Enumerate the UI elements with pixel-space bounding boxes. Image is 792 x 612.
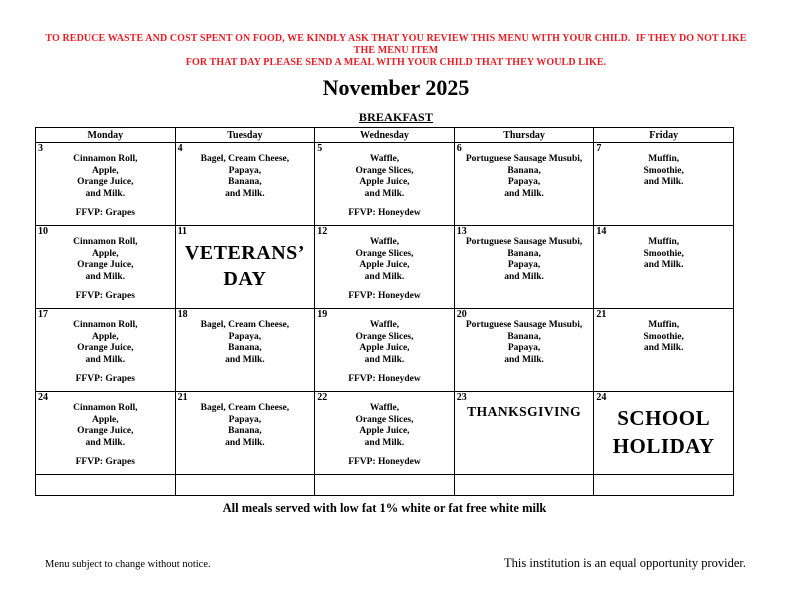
calendar-day-cell — [454, 143, 594, 226]
menu-item-line: Orange Slices, — [355, 414, 414, 425]
menu-items — [315, 154, 454, 200]
menu-item-line: Smoothie, — [643, 165, 684, 176]
ffvp-note: FFVP: Honeydew — [348, 208, 421, 218]
menu-items — [36, 403, 175, 449]
menu-item-line: Orange Juice, — [77, 343, 134, 353]
menu-items — [176, 154, 315, 200]
day-number: 18 — [177, 309, 188, 320]
menu-item-line: Muffin, — [648, 320, 680, 330]
calendar-day-cell — [175, 226, 315, 309]
menu-item-line: Muffin, — [648, 237, 680, 247]
change-notice: Menu subject to change without notice. — [45, 559, 211, 570]
menu-item-line: Orange Juice, — [77, 426, 134, 436]
holiday-label — [594, 404, 733, 460]
menu-item-line: Papaya, — [507, 260, 541, 270]
menu-item-line: and Milk. — [225, 437, 265, 448]
menu-item-line: Apple, — [91, 331, 119, 342]
calendar-week-row — [36, 226, 734, 309]
day-header-friday: Friday — [594, 128, 734, 143]
menu-item-line: Banana, — [228, 343, 262, 353]
holiday-label-line: VETERANS’ — [184, 242, 305, 264]
menu-item-line: and Milk. — [85, 271, 126, 282]
day-number: 21 — [596, 309, 607, 320]
day-number: 17 — [38, 309, 48, 320]
calendar-week-row — [36, 309, 734, 392]
menu-item-line: and Milk. — [364, 354, 405, 365]
calendar-day-cell — [36, 143, 176, 226]
calendar-day-cell — [315, 226, 455, 309]
empty-cell — [36, 475, 176, 496]
month-title: November 2025 — [322, 75, 470, 100]
day-number: 13 — [456, 226, 467, 237]
menu-item-line: Apple, — [91, 165, 119, 176]
menu-item-line: Waffle, — [369, 154, 400, 164]
empty-cell — [454, 475, 594, 496]
menu-item-line: Banana, — [507, 165, 541, 176]
calendar-table — [35, 127, 734, 496]
calendar-day-cell — [175, 309, 315, 392]
menu-items — [315, 403, 454, 449]
menu-item-line: Papaya, — [507, 177, 541, 187]
menu-item-line: Portuguese Sausage Musubi, — [465, 237, 583, 247]
menu-items — [36, 154, 175, 200]
menu-items — [176, 320, 315, 366]
menu-item-line: Portuguese Sausage Musubi, — [465, 154, 583, 164]
calendar-day-cell — [594, 392, 734, 475]
day-number: 24 — [596, 392, 607, 403]
menu-item-line: Apple Juice, — [359, 343, 410, 353]
ffvp-note: FFVP: Grapes — [75, 457, 135, 467]
calendar-day-cell — [315, 392, 455, 475]
calendar-day-cell — [594, 226, 734, 309]
day-number: 12 — [317, 226, 328, 237]
day-number: 6 — [456, 143, 462, 154]
menu-item-line: Apple Juice, — [359, 177, 410, 187]
menu-item-line: Banana, — [507, 248, 541, 259]
menu-item-line: Smoothie, — [643, 248, 684, 259]
menu-item-line: Cinnamon Roll, — [73, 320, 138, 330]
menu-item-line: Orange Slices, — [355, 165, 414, 176]
menu-items — [455, 320, 594, 366]
ffvp-note: FFVP: Honeydew — [348, 291, 421, 301]
menu-item-line: Banana, — [507, 331, 541, 342]
calendar-day-cell — [315, 309, 455, 392]
ffvp-note: FFVP: Honeydew — [348, 457, 421, 467]
menu-item-line: Papaya, — [507, 343, 541, 353]
holiday-label — [455, 404, 594, 419]
holiday-label-line: HOLIDAY — [612, 434, 715, 458]
day-number: 4 — [177, 143, 183, 154]
day-number: 10 — [38, 226, 48, 237]
menu-item-line: Papaya, — [228, 331, 262, 342]
calendar-day-cell — [36, 392, 176, 475]
menu-item-line: and Milk. — [504, 188, 544, 199]
day-header-wednesday: Wednesday — [315, 128, 455, 143]
menu-items — [594, 154, 733, 189]
calendar-day-cell — [36, 309, 176, 392]
menu-item-line: Papaya, — [228, 165, 262, 176]
day-number: 20 — [456, 309, 467, 320]
menu-item-line: Orange Juice, — [77, 260, 134, 270]
menu-item-line: and Milk. — [504, 354, 544, 365]
calendar-day-cell — [454, 226, 594, 309]
menu-items — [594, 320, 733, 355]
holiday-label — [176, 240, 315, 292]
menu-item-line: Apple, — [91, 248, 119, 259]
menu-item-line: Orange Slices, — [355, 248, 414, 259]
calendar-day-cell — [454, 309, 594, 392]
day-number: 14 — [596, 226, 607, 237]
calendar-day-cell — [175, 143, 315, 226]
day-number: 19 — [317, 309, 328, 320]
menu-item-line: Bagel, Cream Cheese, — [200, 403, 290, 413]
menu-item-line: Apple Juice, — [359, 260, 410, 270]
calendar-day-cell — [594, 143, 734, 226]
menu-item-line: Smoothie, — [643, 331, 684, 342]
meal-label: BREAKFAST — [358, 110, 434, 124]
menu-item-line: Orange Juice, — [77, 177, 134, 187]
menu-item-line: and Milk. — [364, 271, 405, 282]
calendar-week-row — [36, 392, 734, 475]
day-header-tuesday: Tuesday — [175, 128, 315, 143]
menu-item-line: and Milk. — [85, 188, 126, 199]
menu-items — [36, 320, 175, 366]
day-number: 3 — [38, 143, 43, 154]
menu-item-line: Orange Slices, — [355, 331, 414, 342]
holiday-label-line: THANKSGIVING — [467, 404, 582, 419]
menu-item-line: Apple Juice, — [359, 426, 410, 436]
empty-cell — [315, 475, 455, 496]
waste-notice — [34, 0, 758, 69]
menu-items — [315, 237, 454, 283]
empty-cell — [594, 475, 734, 496]
menu-item-line: and Milk. — [85, 354, 126, 365]
ffvp-note: FFVP: Grapes — [75, 291, 135, 301]
menu-item-line: Banana, — [228, 426, 262, 436]
menu-item-line: Bagel, Cream Cheese, — [200, 320, 290, 330]
menu-item-line: and Milk. — [643, 177, 684, 187]
ffvp-note: FFVP: Grapes — [75, 208, 135, 218]
calendar-week-row — [36, 143, 734, 226]
menu-item-line: Waffle, — [369, 320, 400, 330]
menu-item-line: and Milk. — [364, 188, 405, 199]
ffvp-note: FFVP: Honeydew — [348, 374, 421, 384]
equal-opportunity-notice: This institution is an equal opportunity provider. — [504, 556, 746, 570]
menu-item-line: and Milk. — [643, 343, 684, 353]
menu-item-line: and Milk. — [504, 271, 544, 282]
menu-item-line: Waffle, — [369, 237, 400, 247]
menu-item-line: and Milk. — [643, 260, 684, 270]
empty-cell — [175, 475, 315, 496]
waste-notice-line1: TO REDUCE WASTE AND COST SPENT ON FOOD, WE KINDLY ASK THAT YOU REVIEW THIS MENU WITH YOUR CHILD. IF THEY DO NOT LIKE THE MENU ITEM — [45, 33, 747, 56]
holiday-label-line: SCHOOL — [617, 406, 711, 430]
calendar-day-cell — [454, 392, 594, 475]
menu-item-line: and Milk. — [225, 188, 265, 199]
day-header-thursday: Thursday — [454, 128, 594, 143]
day-number: 5 — [317, 143, 323, 154]
milk-footnote: All meals served with low fat 1% white or fat free white milk — [222, 501, 547, 515]
menu-items — [594, 237, 733, 272]
calendar-day-cell — [594, 309, 734, 392]
menu-items — [315, 320, 454, 366]
menu-item-line: Banana, — [228, 177, 262, 187]
calendar-day-cell — [36, 226, 176, 309]
day-number: 23 — [456, 392, 467, 403]
menu-item-line: Waffle, — [369, 403, 400, 413]
menu-items — [176, 403, 315, 449]
day-number: 24 — [38, 392, 48, 403]
day-header-monday: Monday — [36, 128, 176, 143]
holiday-label-line: DAY — [223, 268, 267, 290]
menu-item-line: Apple, — [91, 414, 119, 425]
waste-notice-line2: FOR THAT DAY PLEASE SEND A MEAL WITH YOUR CHILD THAT THEY WOULD LIKE. — [185, 57, 607, 68]
menu-item-line: Cinnamon Roll, — [73, 237, 138, 247]
menu-item-line: and Milk. — [364, 437, 405, 448]
menu-items — [455, 237, 594, 283]
menu-item-line: Cinnamon Roll, — [73, 403, 138, 413]
day-header-row — [36, 128, 734, 143]
empty-row — [36, 475, 734, 496]
menu-item-line: Bagel, Cream Cheese, — [200, 154, 290, 164]
menu-item-line: Portuguese Sausage Musubi, — [465, 320, 583, 330]
day-number: 22 — [317, 392, 328, 403]
menu-item-line: and Milk. — [225, 354, 265, 365]
menu-item-line: Cinnamon Roll, — [73, 154, 138, 164]
menu-item-line: and Milk. — [85, 437, 126, 448]
day-number: 7 — [596, 143, 602, 154]
page-footer — [45, 556, 746, 571]
menu-item-line: Papaya, — [228, 414, 262, 425]
menu-items — [455, 154, 594, 200]
day-number: 11 — [177, 226, 188, 237]
calendar-day-cell — [175, 392, 315, 475]
menu-item-line: Muffin, — [648, 154, 680, 164]
day-number: 21 — [177, 392, 188, 403]
calendar-day-cell — [315, 143, 455, 226]
menu-items — [36, 237, 175, 283]
ffvp-note: FFVP: Grapes — [75, 374, 135, 384]
